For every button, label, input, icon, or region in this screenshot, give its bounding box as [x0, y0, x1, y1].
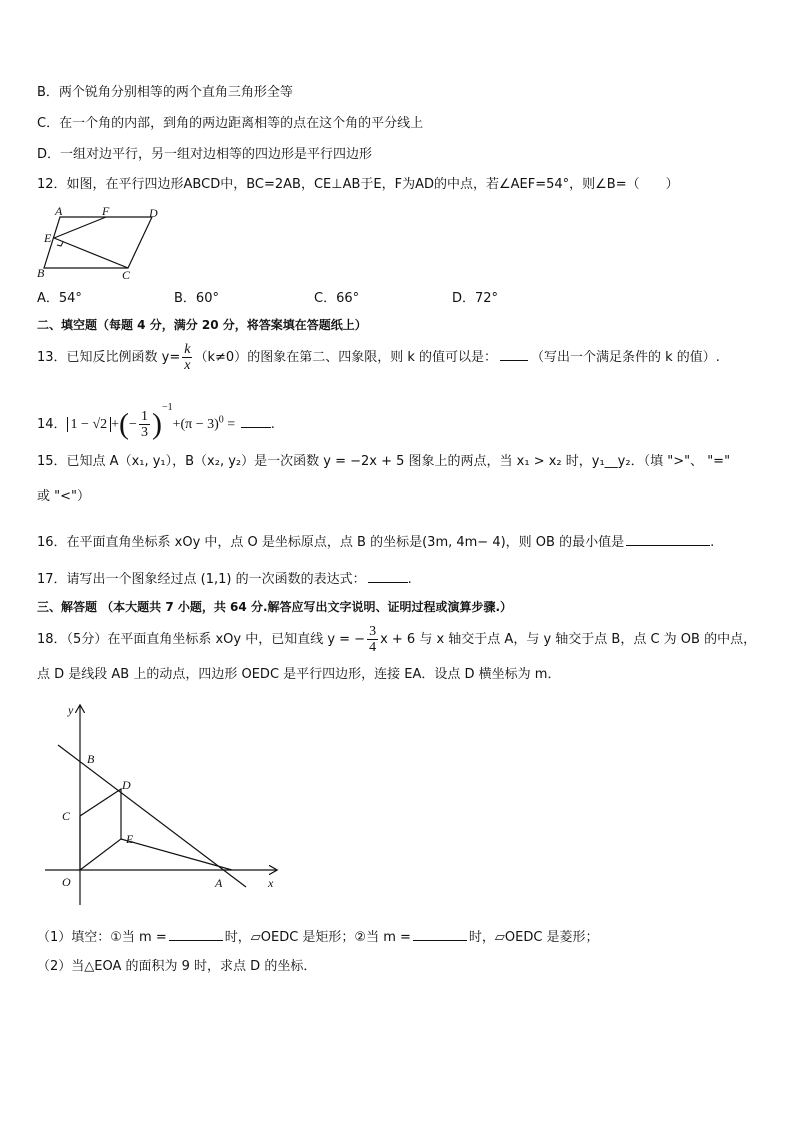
q15-line-2: 或 "<"）	[37, 489, 90, 504]
q17	[37, 569, 412, 589]
q12-label-c: C	[122, 268, 131, 282]
q18-rhombus-blank[interactable]	[413, 927, 467, 941]
q16-text: 16．在平面直角坐标系 xOy 中，点 O 是坐标原点，点 B 的坐标是(3m, 4m− 4)，则 OB 的最小值是	[37, 535, 625, 550]
q12-parallelogram-figure	[36, 203, 166, 283]
q18-label-e: E	[126, 832, 134, 846]
q13-suffix: 的图象在第二、四象限，则 k 的值可以是：	[247, 350, 497, 365]
q18-label-o: O	[62, 875, 71, 889]
q12-option-a: A．54°	[37, 291, 82, 306]
q14	[37, 390, 275, 443]
q11-option-b: B．两个锐角分别相等的两个直角三角形全等	[37, 85, 293, 100]
q13-prefix: 13．已知反比例函数 y=	[37, 350, 181, 365]
q18-label-c: C	[62, 809, 71, 823]
q18-fraction	[367, 624, 378, 655]
q18-label-d: D	[122, 778, 131, 792]
q18-label-x: x	[268, 876, 274, 890]
q18-part-2: （2）当△EOA 的面积为 9 时，求点 D 的坐标．	[37, 959, 317, 974]
q16-answer-blank[interactable]	[626, 532, 710, 546]
q11-option-c: C．在一个角的内部，到角的两边距离相等的点在这个角的平分线上	[37, 116, 424, 131]
q15-line-1: 15．已知点 A（x₁, y₁），B（x₂, y₂）是一次函数 y = −2x + 5 图象上的两点，当 x₁ > x₂ 时，y₁__y₂．（填 ">"、 "="	[37, 454, 731, 469]
section-3-heading: 三、解答题 （本大题共 7 小题，共 64 分.解答应写出文字说明、证明过程或演算步骤.）	[37, 600, 513, 614]
q18-frac-den: 4	[369, 640, 377, 655]
q12-label-d: D	[149, 206, 158, 220]
q18-line-1	[37, 624, 756, 656]
q18-label-b: B	[87, 752, 95, 766]
q17-text: 17．请写出一个图象经过点 (1,1) 的一次函数的表达式：	[37, 572, 366, 587]
q14-prefix: 14．	[37, 417, 67, 432]
q13-frac-den: x	[184, 358, 191, 373]
q14-equals: =	[223, 417, 239, 432]
q18-frac-num: 3	[369, 624, 377, 639]
q12-label-f: F	[102, 204, 110, 218]
q13-condition: （k≠0）	[194, 350, 248, 365]
q14-plus-2: +	[172, 417, 181, 432]
q12-label-e: E	[44, 231, 52, 245]
q18-part-1-c: 时，▱OEDC 是菱形；	[468, 930, 599, 945]
q12-option-c: C．66°	[314, 291, 360, 306]
q13-answer-blank[interactable]	[500, 347, 528, 361]
q14-left-paren: (	[119, 407, 130, 441]
q18-label-y: y	[68, 703, 74, 717]
q17-end: .	[407, 572, 412, 587]
q14-answer-blank[interactable]	[241, 414, 271, 428]
q13-tail: （写出一个满足条件的 k 的值）.	[530, 350, 720, 365]
q16-end: .	[710, 535, 715, 550]
q14-exponent-2: 0	[218, 414, 224, 426]
q18-part-1	[37, 927, 599, 947]
q13-fraction	[182, 342, 192, 373]
q12-option-b: B．60°	[174, 291, 219, 306]
q14-plus-1: +	[111, 417, 120, 432]
q14-right-paren: )	[151, 407, 162, 441]
q16	[37, 532, 714, 552]
q14-paren-term: (π − 3)	[180, 417, 219, 432]
q14-absolute-value: 1 − √2	[67, 417, 112, 432]
q18-label-a: A	[215, 876, 223, 890]
q14-end: .	[270, 417, 275, 432]
q13-frac-num: k	[184, 342, 191, 357]
q18-part-1-a: （1）填空：①当 m =	[37, 930, 167, 945]
q14-negative: −	[129, 417, 137, 432]
q14-fraction	[139, 409, 150, 440]
q13	[37, 341, 720, 375]
q14-frac-num: 1	[140, 409, 148, 424]
q12-option-d: D．72°	[452, 291, 499, 306]
q18-line-1-b: x + 6 与 x 轴交于点 A，与 y 轴交于点 B，点 C 为 OB 的中点，	[380, 632, 757, 647]
q14-exponent-1: −1	[161, 402, 173, 413]
q18-part-1-b: 时，▱OEDC 是矩形；②当 m =	[224, 930, 411, 945]
q18-line-2: 点 D 是线段 AB 上的动点，四边形 OEDC 是平行四边形，连接 EA．设点 D 横坐标为 m．	[37, 667, 561, 682]
q18-line-1-a: 18．（5分）在平面直角坐标系 xOy 中，已知直线 y = −	[37, 632, 366, 647]
q11-option-d: D．一组对边平行，另一组对边相等的四边形是平行四边形	[37, 147, 373, 162]
q14-frac-den: 3	[140, 425, 148, 440]
section-2-heading: 二、填空题（每题 4 分，满分 20 分，将答案填在答题纸上）	[37, 318, 367, 332]
q12-stem: 12．如图，在平行四边形ABCD中，BC=2AB，CE⊥AB于E，F为AD的中点，若∠AEF=54°，则∠B=（ ）	[37, 177, 679, 192]
q12-label-b: B	[37, 266, 45, 280]
q17-answer-blank[interactable]	[368, 569, 408, 583]
q18-rectangle-blank[interactable]	[169, 927, 223, 941]
q18-coordinate-figure	[40, 700, 290, 910]
q12-label-a: A	[55, 204, 63, 218]
